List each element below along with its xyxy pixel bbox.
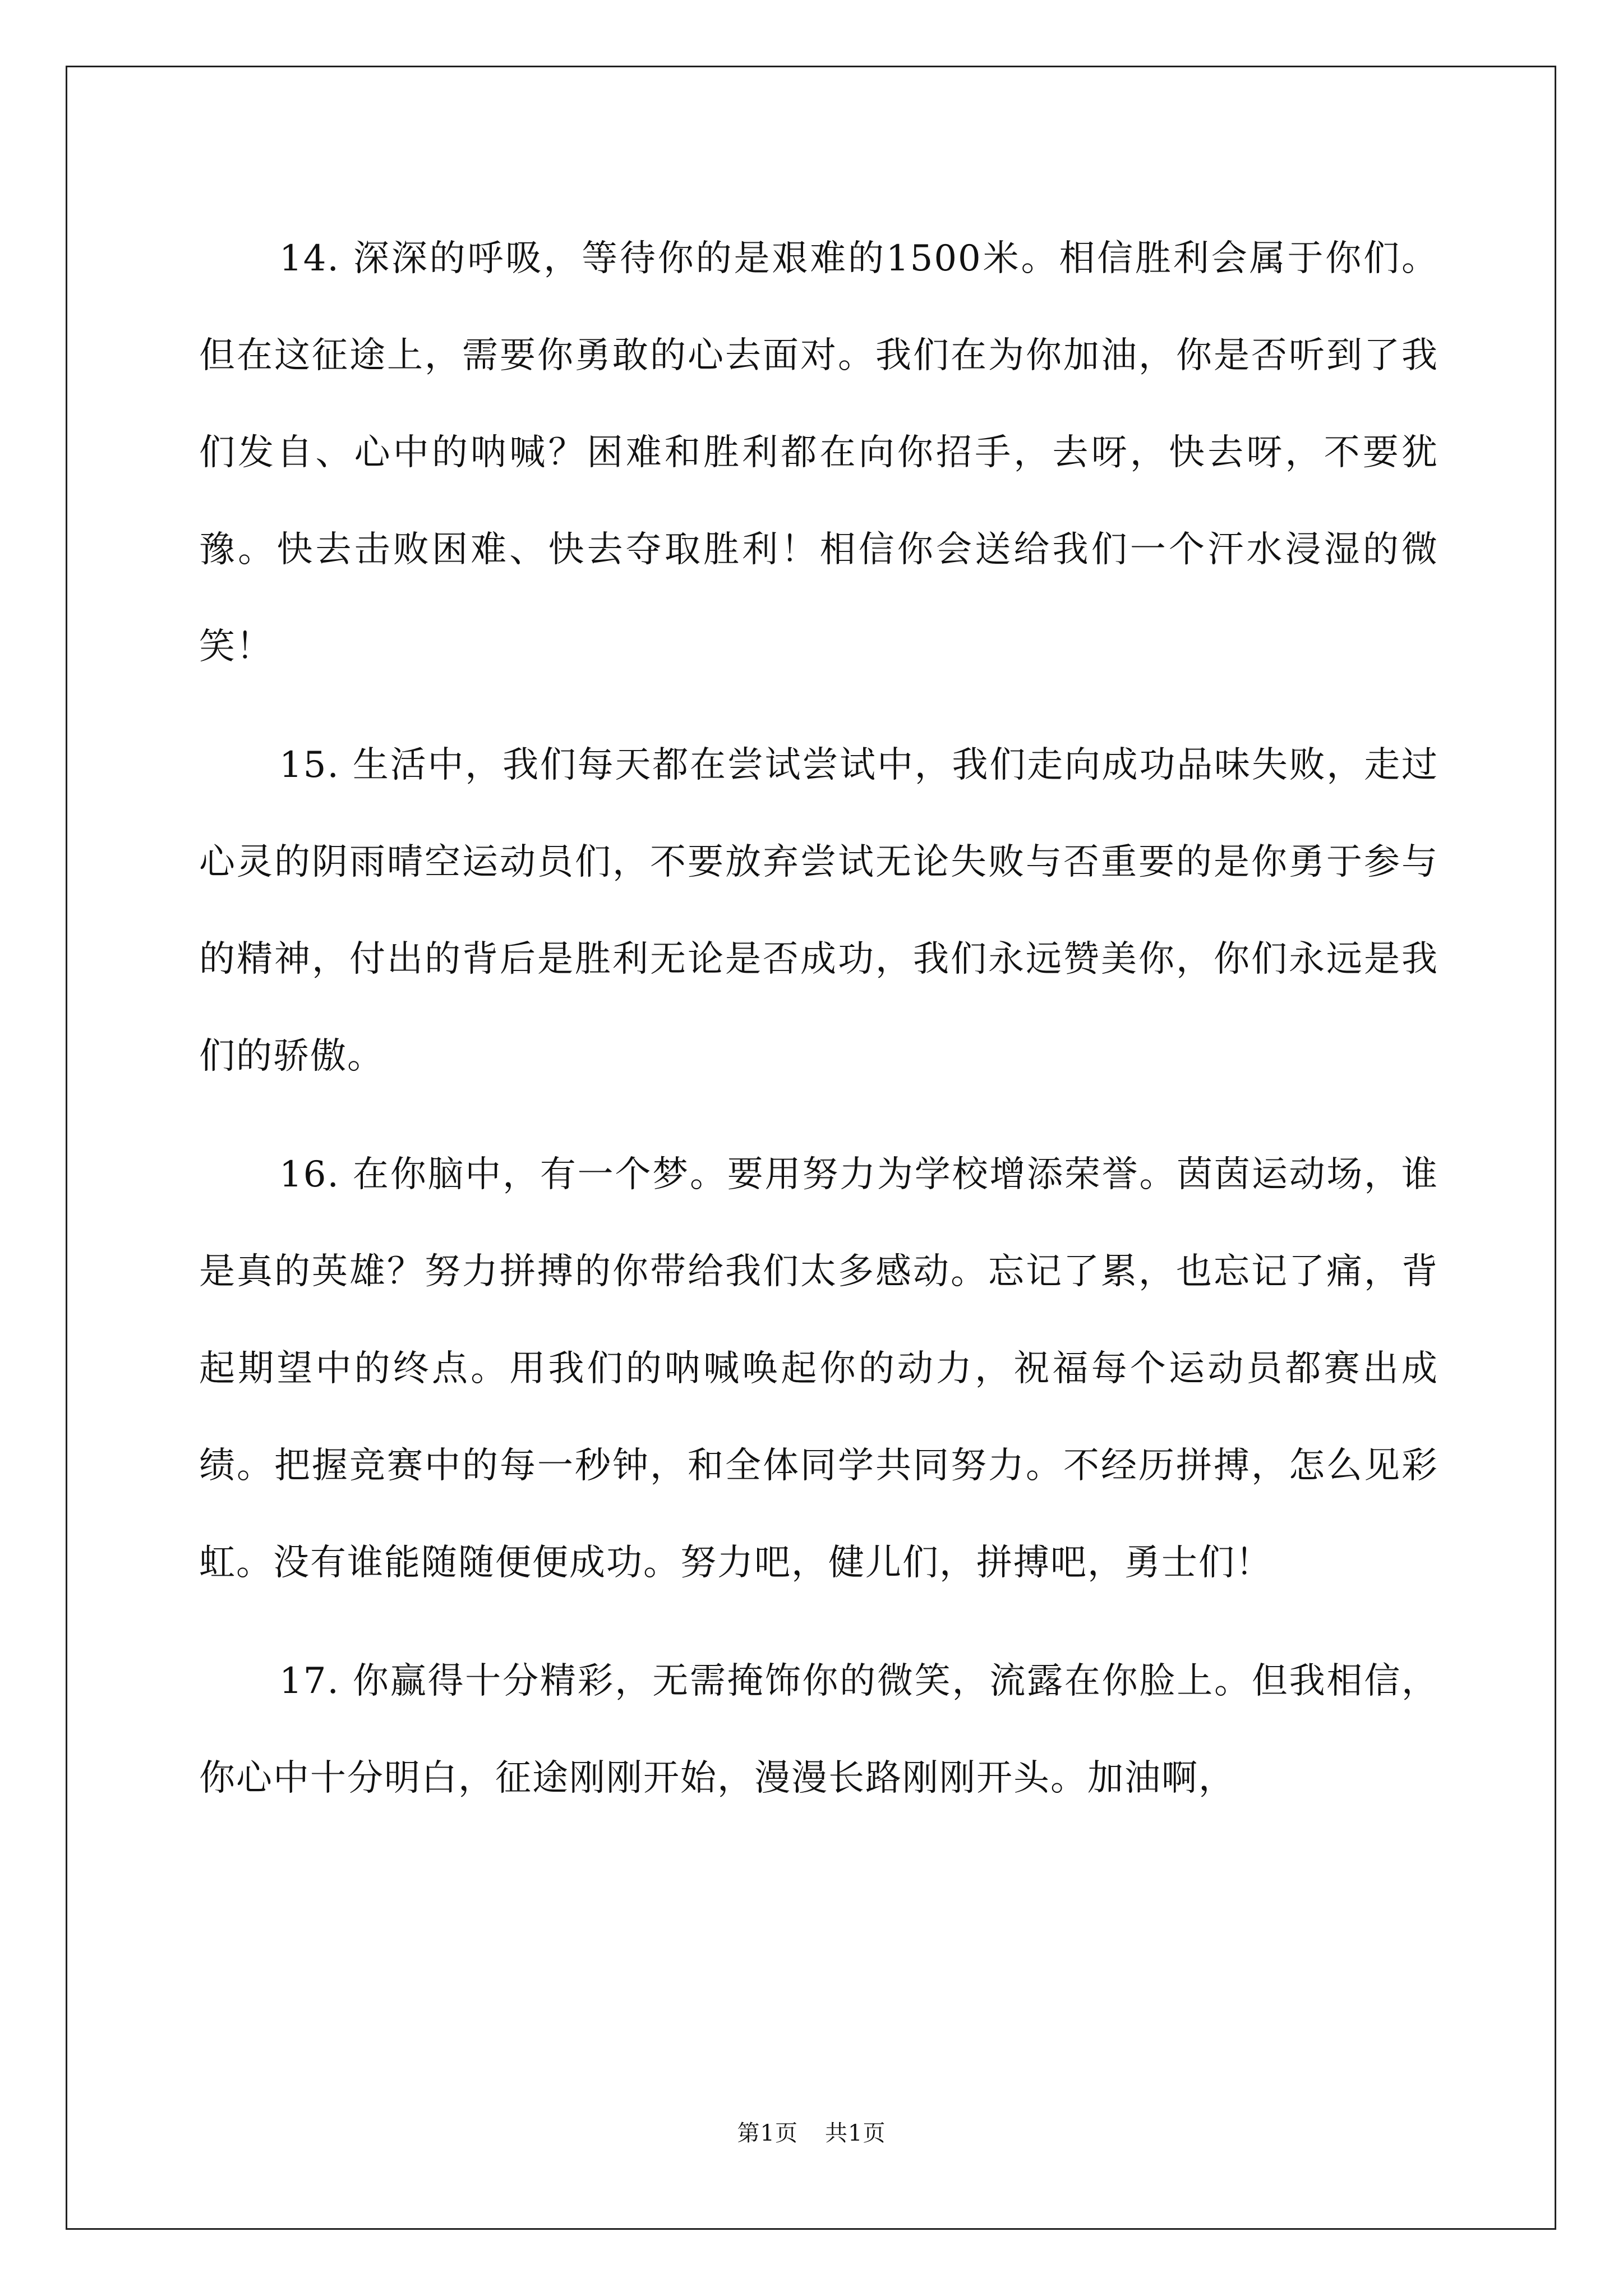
document-body (199, 210, 1438, 1848)
page-total: 共1页 (825, 2120, 886, 2146)
paragraph-16: 16. 在你脑中，有一个梦。要用努力为学校增添荣誉。茵茵运动场，谁是真的英雄？努力拼搏的你带给我们太多感动。忘记了累，也忘记了痛，背起期望中的终点。用我们的呐喊唤起你的动力，祝福每个运动员都赛出成绩。把握竞赛中的每一秒钟，和全体同学共同努力。不经历拼搏，怎么见彩虹。没有谁能随随便便成功。努力吧，健儿们，拼搏吧，勇士们！ (199, 1154, 1438, 1584)
paragraph-17: 17. 你赢得十分精彩，无需掩饰你的微笑，流露在你脸上。但我相信，你心中十分明白，征途刚刚开始，漫漫长路刚刚开头。加油啊， (199, 1660, 1438, 1799)
page-number: 第1页 (737, 2120, 798, 2146)
paragraph-14: 14. 深深的呼吸，等待你的是艰难的1500米。相信胜利会属于你们。但在这征途上，需要你勇敢的心去面对。我们在为你加油，你是否听到了我们发自、心中的呐喊？困难和胜利都在向你招手，去呀，快去呀，不要犹豫。快去击败困难、快去夺取胜利！相信你会送给我们一个汗水浸湿的微笑！ (199, 238, 1438, 668)
paragraph-15: 15. 生活中，我们每天都在尝试尝试中，我们走向成功品味失败，走过心灵的阴雨晴空运动员们，不要放弃尝试无论失败与否重要的是你勇于参与的精神，付出的背后是胜利无论是否成功，我们永远赞美你，你们永远是我们的骄傲。 (199, 744, 1438, 1077)
page-footer (0, 2119, 1623, 2147)
